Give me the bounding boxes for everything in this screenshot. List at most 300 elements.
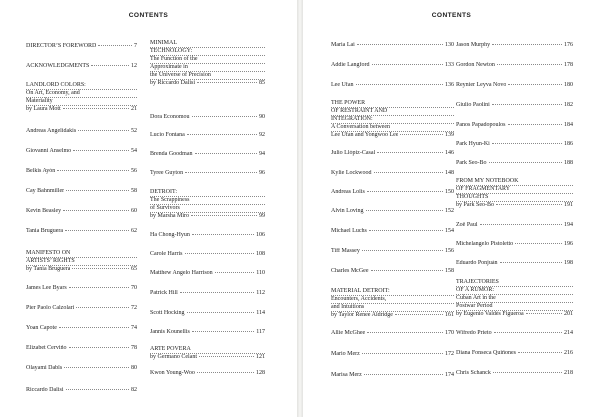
dot-leader (500, 262, 563, 263)
toc-entry-row (26, 365, 137, 372)
toc-entry-text: Giovanni Anselmo (26, 148, 72, 154)
toc-entry (331, 351, 454, 358)
toc-entry-text: Elizabet Cerviño (26, 345, 67, 351)
dot-leader (195, 153, 258, 154)
dot-leader (367, 332, 443, 333)
toc-entry (26, 63, 137, 70)
toc-entry-row (26, 106, 137, 113)
page-number: 194 (564, 222, 573, 228)
page-number: 201 (564, 311, 573, 317)
toc-entry-text: Michelangelo Pistoletto (456, 241, 514, 247)
dot-leader (69, 287, 129, 288)
toc-entry-text: Cay Bahnmiller (26, 188, 65, 194)
toc-entry-text: Lee Ufan and Yongwoo Lee (331, 132, 399, 138)
dot-leader (197, 372, 254, 373)
toc-entry-row (150, 370, 265, 377)
toc-entry (331, 268, 454, 275)
toc-entry-text: Mario Merz (331, 351, 360, 357)
dot-leader (362, 250, 443, 251)
dot-leader (357, 44, 443, 45)
page-number: 82 (131, 387, 137, 393)
toc-entry-text: Charles McGee (331, 268, 369, 274)
dot-leader (526, 313, 562, 314)
toc-entry-row (331, 132, 454, 139)
page-number: 65 (131, 266, 137, 272)
toc-entry-text: OF RESTRAINT AND (331, 108, 454, 116)
toc-entry (26, 128, 137, 135)
toc-entry-text: MANIFESTO ON (26, 250, 137, 258)
toc-entry-row (150, 290, 265, 297)
toc-entry (456, 260, 573, 267)
page-number: 58 (131, 188, 137, 194)
toc-entry-text: Addie Langford (331, 62, 370, 68)
dot-leader (192, 331, 254, 332)
toc-entry-row (456, 42, 573, 49)
toc-entry (150, 270, 265, 277)
toc-entry (26, 345, 137, 352)
toc-entry-text: Andreas Lolis (331, 189, 365, 195)
dot-leader (187, 134, 257, 135)
dot-leader (64, 367, 129, 368)
toc-entry-text: Olayami Dabls (26, 365, 63, 371)
dot-leader (59, 327, 129, 328)
toc-entry-text: Matthew Angelo Harrison (150, 270, 213, 276)
toc-entry-row (331, 150, 454, 157)
toc-entry (331, 42, 454, 49)
toc-entry-row (26, 285, 137, 292)
toc-entry-text: THE POWER (331, 100, 454, 108)
toc-entry-text: Encounters, Accidents, (331, 296, 454, 304)
toc-entry (456, 141, 573, 148)
toc-entry (331, 189, 454, 196)
page-number: 198 (564, 260, 573, 266)
toc-entry-row (331, 372, 454, 379)
toc-entry-text: Julio Llópiz-Casal (331, 150, 376, 156)
page-number: 174 (445, 372, 454, 378)
toc-entry-text: James Lee Byars (26, 285, 67, 291)
toc-entry-row (456, 102, 573, 109)
dot-leader (63, 108, 129, 109)
toc-entry-text: DIRECTOR’S FOREWORD (26, 43, 97, 49)
page-number: 90 (259, 114, 265, 120)
dot-leader (508, 84, 562, 85)
toc-entry-text: Panos Papadopoulos (456, 122, 506, 128)
toc-entry (331, 372, 454, 379)
toc-column (456, 0, 573, 417)
page-number: 121 (256, 354, 265, 360)
toc-entry-row (331, 330, 454, 337)
toc-entry-text: by Laura Mott (26, 106, 61, 112)
dot-leader (480, 224, 563, 225)
toc-entry (150, 132, 265, 139)
contents-heading: CONTENTS (128, 12, 169, 19)
toc-entry-text: LANDLORD COLORS: (26, 82, 137, 90)
toc-entry-text: Giulio Paolini (456, 102, 490, 108)
toc-entry-text: Carole Harris (150, 251, 183, 257)
dot-leader (192, 234, 254, 235)
toc-entry-row (26, 325, 137, 332)
toc-entry-row (456, 222, 573, 229)
dot-leader (377, 152, 443, 153)
dot-leader (400, 134, 443, 135)
toc-entry-text: Lucio Fontana (150, 132, 185, 138)
toc-entry-text: Zoë Paul (456, 222, 478, 228)
toc-entry-row (456, 241, 573, 248)
toc-entry (331, 82, 454, 89)
toc-entry-row (456, 311, 573, 318)
toc-entry (331, 62, 454, 69)
page-number: 60 (131, 208, 137, 214)
toc-entry-text: A Conversation between (331, 124, 454, 132)
toc-entry (26, 228, 137, 235)
dot-leader (72, 268, 129, 269)
toc-entry-text: ARTISTS’ RIGHTS (26, 258, 137, 266)
toc-entry-text: Lee Ufan (331, 82, 354, 88)
toc-entry-row (456, 141, 573, 148)
toc-entry-text: Park Hyun-Ki (456, 141, 490, 147)
dot-leader (91, 65, 129, 66)
toc-entry-text: Michael Luchs (331, 228, 367, 234)
toc-entry (331, 100, 454, 139)
toc-entry-text: Tania Bruguera (26, 228, 64, 234)
dot-leader (518, 352, 562, 353)
page-number: 172 (445, 351, 454, 357)
toc-entry-row (150, 232, 265, 239)
page-number: 196 (564, 241, 573, 247)
toc-entry-row (331, 268, 454, 275)
page-number: 182 (564, 102, 573, 108)
contents-heading: CONTENTS (431, 12, 472, 19)
toc-entry-text: by Germano Celant (150, 354, 197, 360)
page-number: 114 (256, 310, 265, 316)
toc-entry (456, 241, 573, 248)
page-number: 94 (259, 151, 265, 157)
page-number: 117 (256, 329, 265, 335)
toc-entry-text: Jason Murphy (456, 42, 491, 48)
toc-entry-text: MINIMAL (150, 40, 265, 48)
page-number: 218 (564, 370, 573, 376)
toc-entry (331, 150, 454, 157)
toc-entry (331, 330, 454, 337)
toc-entry-text: Kevin Beasley (26, 208, 62, 214)
toc-entry-text: by Eugenio Valdés Figueroa (456, 311, 524, 317)
toc-entry (456, 42, 573, 49)
toc-entry-text: Cuban Art in the (456, 295, 573, 303)
dot-leader (364, 374, 443, 375)
dot-leader (395, 314, 443, 315)
page-number: 62 (131, 228, 137, 234)
toc-entry-row (150, 114, 265, 121)
toc-entry-text: Reynier Leyva Novo (456, 82, 507, 88)
page-number: 52 (131, 128, 137, 134)
toc-entry (150, 329, 265, 336)
dot-leader (66, 190, 129, 191)
toc-entry-row (26, 128, 137, 135)
page-number: 152 (445, 208, 454, 214)
page-number: 170 (445, 330, 454, 336)
toc-entry (150, 40, 265, 87)
toc-entry-row (456, 122, 573, 129)
page-number: 80 (131, 365, 137, 371)
toc-entry-text: Maria Lai (331, 42, 355, 48)
toc-entry-text: Materiality (26, 98, 137, 106)
toc-entry (150, 151, 265, 158)
toc-entry (150, 114, 265, 121)
page-number: 148 (445, 170, 454, 176)
toc-entry-text: Park Seo-Bo (456, 160, 487, 166)
page-number: 96 (259, 170, 265, 176)
toc-entry-text: OF A RUMOR: (456, 287, 573, 295)
toc-entry-text: by Taylor Renee Aldridge (331, 312, 393, 318)
toc-entry (456, 102, 573, 109)
page-number: 78 (131, 345, 137, 351)
toc-entry-text: Kwon Young-Woo (150, 370, 195, 376)
toc-entry-text: Riccardo Dalisi (26, 387, 64, 393)
toc-entry-text: TRAJECTORIES (456, 279, 573, 287)
toc-entry (26, 188, 137, 195)
dot-leader (69, 347, 130, 348)
toc-entry (150, 170, 265, 177)
toc-entry-row (331, 82, 454, 89)
toc-entry-row (150, 270, 265, 277)
toc-entry-text: FROM MY NOTEBOOK (456, 178, 573, 186)
page-number: 7 (134, 43, 137, 49)
toc-entry-text: Andreas Angelidakis (26, 128, 77, 134)
page-number: 188 (564, 160, 573, 166)
toc-entry (456, 330, 573, 337)
page-number: 56 (131, 168, 137, 174)
toc-entry-row (456, 370, 573, 377)
toc-entry-row (456, 160, 573, 167)
toc-entry-text: MATERIAL DETROIT: (331, 288, 454, 296)
toc-entry-row (331, 62, 454, 69)
toc-entry-row (331, 248, 454, 255)
toc-entry-text: The Function of the (150, 56, 265, 64)
toc-entry-row (26, 345, 137, 352)
toc-entry-text: Patrick Hill (150, 290, 178, 296)
dot-leader (63, 210, 129, 211)
page-number: 156 (445, 248, 454, 254)
toc-entry-text: by Riccardo Dalisi (150, 80, 195, 86)
toc-entry-row (456, 330, 573, 337)
dot-leader (372, 64, 444, 65)
toc-entry-row (456, 82, 573, 89)
toc-entry-text: Marisa Merz (331, 372, 362, 378)
dot-leader (197, 82, 257, 83)
toc-entry-row (331, 42, 454, 49)
toc-entry (150, 290, 265, 297)
toc-entry-text: Postwar Period (456, 303, 573, 311)
toc-entry-text: Dora Economou (150, 114, 190, 120)
toc-entry-row (26, 43, 137, 50)
dot-leader (493, 372, 562, 373)
page-number: 180 (564, 82, 573, 88)
toc-column (26, 0, 137, 417)
dot-leader (371, 270, 444, 271)
left-page (0, 0, 297, 417)
toc-entry-row (150, 310, 265, 317)
toc-entry-text: the Universe of Precision (150, 72, 265, 80)
page-number: 176 (564, 42, 573, 48)
page-number: 184 (564, 122, 573, 128)
toc-entry-text: On Art, Economy, and (26, 90, 137, 98)
page-number: 154 (445, 228, 454, 234)
toc-entry-text: Pier Paolo Calzolari (26, 305, 75, 311)
toc-entry-row (331, 312, 454, 319)
dot-leader (494, 332, 562, 333)
dot-leader (492, 104, 562, 105)
dot-leader (192, 116, 258, 117)
toc-entry-text: Alvin Loving (331, 208, 364, 214)
dot-leader (374, 172, 444, 173)
dot-leader (78, 130, 129, 131)
toc-entry-row (150, 329, 265, 336)
toc-entry-text: by Tania Bruguera (26, 266, 71, 272)
page-number: 214 (564, 330, 573, 336)
toc-entry-row (150, 80, 265, 87)
dot-leader (66, 389, 130, 390)
dot-leader (362, 353, 443, 354)
dot-leader (492, 44, 562, 45)
toc-entry (456, 122, 573, 129)
page-number: 136 (445, 82, 454, 88)
toc-entry-text: Wifredo Prieto (456, 330, 492, 336)
page-number: 99 (259, 213, 265, 219)
toc-entry (26, 250, 137, 273)
toc-entry (150, 370, 265, 377)
toc-entry (150, 346, 265, 361)
toc-entry-row (456, 62, 573, 69)
toc-entry (456, 160, 573, 167)
toc-entry-text: THOUGHTS (456, 194, 573, 202)
toc-entry (26, 168, 137, 175)
toc-entry-text: Kylie Lockwood (331, 170, 372, 176)
page-number: 178 (564, 62, 573, 68)
toc-entry (150, 251, 265, 258)
toc-entry (456, 222, 573, 229)
toc-entry-text: The Scrappiness (150, 197, 265, 205)
toc-entry-row (26, 387, 137, 394)
dot-leader (489, 162, 563, 163)
page-number: 133 (445, 62, 454, 68)
toc-entry (331, 208, 454, 215)
toc-entry (26, 208, 137, 215)
toc-entry-row (456, 202, 573, 209)
dot-leader (492, 143, 562, 144)
page-number: 12 (131, 63, 137, 69)
page-number: 146 (445, 150, 454, 156)
toc-entry-text: Gordon Newton (456, 62, 495, 68)
toc-entry-text: INTEGRATION: (331, 116, 454, 124)
toc-entry (456, 350, 573, 357)
toc-entry-row (26, 208, 137, 215)
toc-entry (331, 170, 454, 177)
toc-column (331, 0, 454, 417)
dot-leader (185, 172, 257, 173)
dot-leader (76, 307, 129, 308)
toc-entry-row (331, 208, 454, 215)
toc-entry (26, 305, 137, 312)
page-number: 106 (256, 232, 265, 238)
toc-entry-row (150, 132, 265, 139)
dot-leader (65, 230, 129, 231)
toc-entry (26, 285, 137, 292)
page-number: 112 (256, 290, 265, 296)
toc-entry (26, 82, 137, 113)
toc-column (150, 0, 265, 417)
page-number: 92 (259, 132, 265, 138)
dot-leader (369, 230, 443, 231)
toc-entry-text: Scott Hocking (150, 310, 185, 316)
toc-entry-text: TECHNOLOGY: (150, 48, 265, 56)
page-number: 158 (445, 268, 454, 274)
page-number: 85 (259, 80, 265, 86)
right-page (303, 0, 600, 417)
toc-entry-text: by Marsha Miro (150, 213, 189, 219)
toc-entry-row (150, 354, 265, 361)
toc-entry-text: Approximate in (150, 64, 265, 72)
dot-leader (199, 356, 254, 357)
toc-entry-text: Brenda Goodman (150, 151, 193, 157)
toc-entry (26, 325, 137, 332)
toc-entry-row (26, 148, 137, 155)
toc-entry (456, 370, 573, 377)
toc-entry-row (150, 151, 265, 158)
page-number: 150 (445, 189, 454, 195)
page-number: 108 (256, 251, 265, 257)
page-number: 21 (131, 106, 137, 112)
toc-entry (150, 310, 265, 317)
toc-entry-row (456, 260, 573, 267)
toc-entry-text: OF FRAGMENTARY (456, 186, 573, 194)
dot-leader (73, 150, 129, 151)
toc-entry-row (26, 63, 137, 70)
toc-entry (26, 387, 137, 394)
toc-entry (456, 279, 573, 318)
dot-leader (187, 312, 255, 313)
toc-entry-text: DETROIT: (150, 189, 265, 197)
page-number: 74 (131, 325, 137, 331)
toc-entry-text: Yoan Capote (26, 325, 57, 331)
page-number: 72 (131, 305, 137, 311)
dot-leader (185, 253, 255, 254)
dot-leader (367, 191, 443, 192)
toc-entry (26, 43, 137, 50)
toc-entry-row (150, 170, 265, 177)
toc-entry-text: Ha Chong-Hyun (150, 232, 190, 238)
toc-entry-text: Belkis Ayón (26, 168, 56, 174)
toc-entry-text: ACKNOWLEDGMENTS (26, 63, 90, 69)
toc-entry (331, 228, 454, 235)
toc-entry-row (331, 228, 454, 235)
dot-leader (57, 170, 129, 171)
dot-leader (98, 45, 132, 46)
toc-entry (331, 248, 454, 255)
dot-leader (191, 215, 257, 216)
dot-leader (215, 272, 255, 273)
page-number: 70 (131, 285, 137, 291)
page-number: 130 (445, 42, 454, 48)
dot-leader (356, 84, 444, 85)
page-number: 161 (445, 312, 454, 318)
dot-leader (508, 124, 563, 125)
toc-entry-text: Tiff Massey (331, 248, 360, 254)
toc-entry-text: ARTE POVERA (150, 346, 265, 354)
toc-entry (456, 178, 573, 209)
toc-entry-row (456, 350, 573, 357)
toc-entry-text: Allie McGhee (331, 330, 366, 336)
dot-leader (515, 243, 562, 244)
